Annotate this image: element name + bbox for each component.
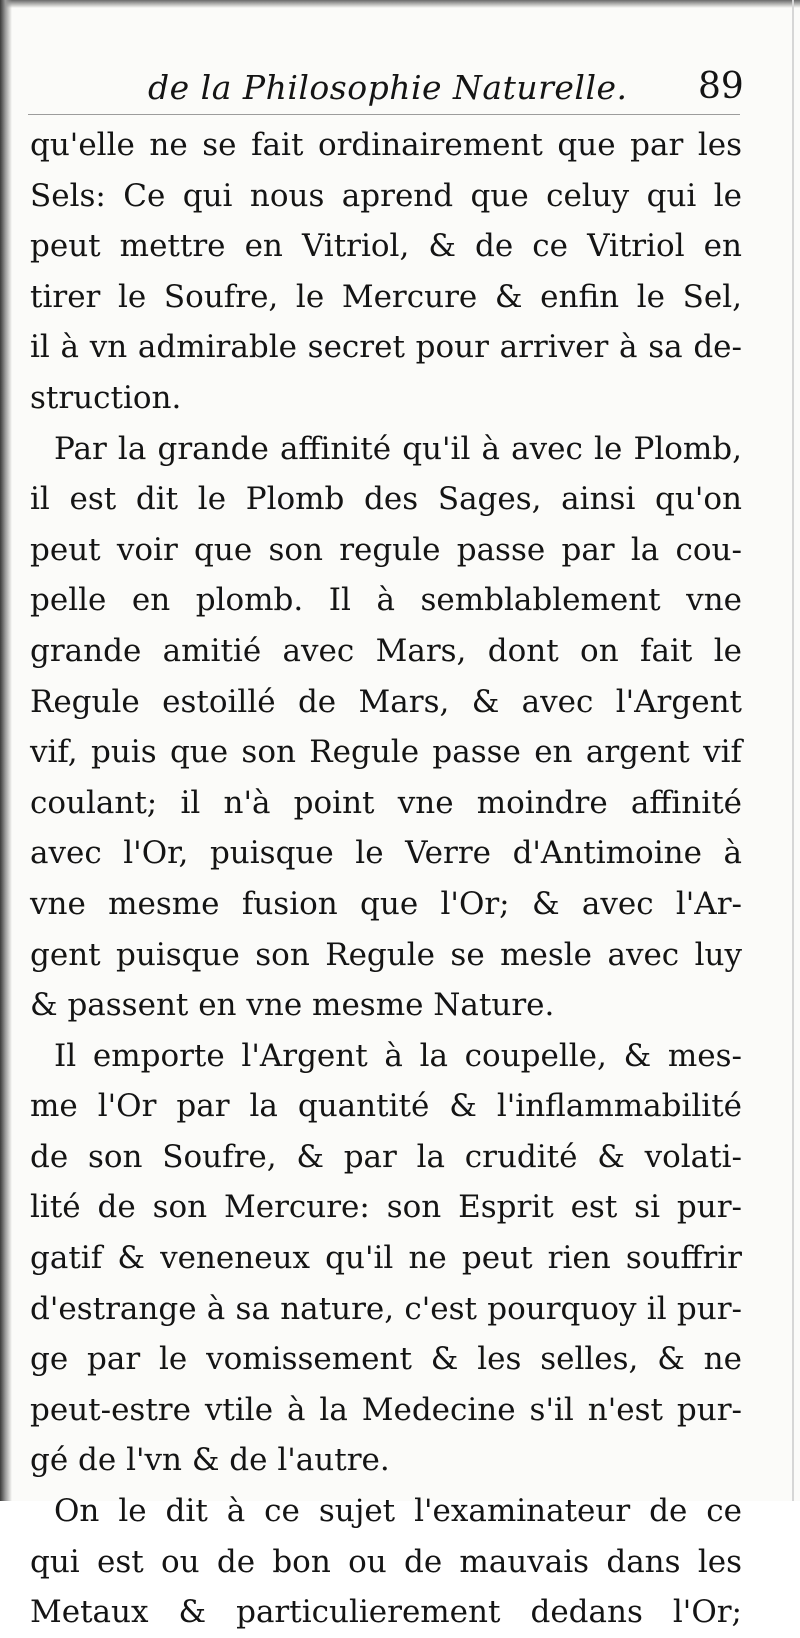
text-line: Metaux & particulierement dedans l'Or;	[30, 1594, 742, 1631]
text-line: lité de son Mercure: son Esprit est si pur-	[30, 1189, 742, 1226]
text-line: qu'elle ne se fait ordinairement que par les	[30, 127, 742, 163]
text-line: de son Soufre, & par la crudité & volati-	[30, 1138, 742, 1175]
paragraph-start-line: Par la grande affinité qu'il à avec le Plomb,	[54, 430, 742, 467]
running-title: de la Philosophie Naturelle.	[148, 68, 628, 107]
text-line: tirer le Soufre, le Mercure & enfin le Sel,	[30, 278, 742, 315]
text-line: pelle en plomb. Il à semblablement vne	[30, 582, 742, 619]
text-line: il est dit le Plomb des Sages, ainsi qu'on	[30, 481, 742, 518]
gutter-shadow	[0, 0, 12, 1501]
text-line: peut voir que son regule passe par la cou-	[30, 531, 742, 568]
top-scan-shadow	[0, 0, 800, 8]
text-line: coulant; il n'à point vne moindre affinité	[30, 784, 742, 821]
text-line: gent puisque son Regule se mesle avec luy	[30, 936, 742, 973]
text-line: struction.	[30, 379, 182, 416]
text-line: gé de l'vn & de l'autre.	[30, 1442, 390, 1479]
text-line: il à vn admirable secret pour arriver à sa de-	[30, 329, 742, 366]
page-header	[0, 66, 800, 122]
text-line: ge par le vomissement & les selles, & ne	[30, 1341, 742, 1378]
text-line: vif, puis que son Regule passe en argent vif	[30, 734, 742, 771]
text-line: vne mesme fusion que l'Or; & avec l'Ar-	[30, 885, 742, 922]
right-page-edge	[792, 0, 794, 1501]
paragraph-start-line: On le dit à ce sujet l'examinateur de ce	[54, 1493, 742, 1530]
body-text	[30, 120, 742, 1638]
text-line: peut-estre vtile à la Medecine s'il n'est pur-	[30, 1391, 742, 1428]
page-number: 89	[698, 66, 744, 107]
paragraph-start-line: Il emporte l'Argent à la coupelle, & mes-	[54, 1037, 742, 1074]
header-rule	[28, 114, 740, 115]
text-line: gatif & veneneux qu'il ne peut rien souffrir	[30, 1240, 742, 1277]
text-line: d'estrange à sa nature, c'est pourquoy il pur-	[30, 1290, 742, 1327]
text-line: me l'Or par la quantité & l'inflammabilité	[30, 1088, 742, 1125]
text-line: & passent en vne mesme Nature.	[30, 987, 555, 1024]
text-line: peut mettre en Vitriol, & de ce Vitriol en	[30, 228, 742, 265]
text-line: Regule estoillé de Mars, & avec l'Argent	[30, 683, 742, 720]
text-line: avec l'Or, puisque le Verre d'Antimoine à	[30, 835, 742, 872]
text-line: qui est ou de bon ou de mauvais dans les	[30, 1543, 742, 1580]
text-line: grande amitié avec Mars, dont on fait le	[30, 632, 742, 669]
text-line: Sels: Ce qui nous aprend que celuy qui le	[30, 177, 742, 214]
